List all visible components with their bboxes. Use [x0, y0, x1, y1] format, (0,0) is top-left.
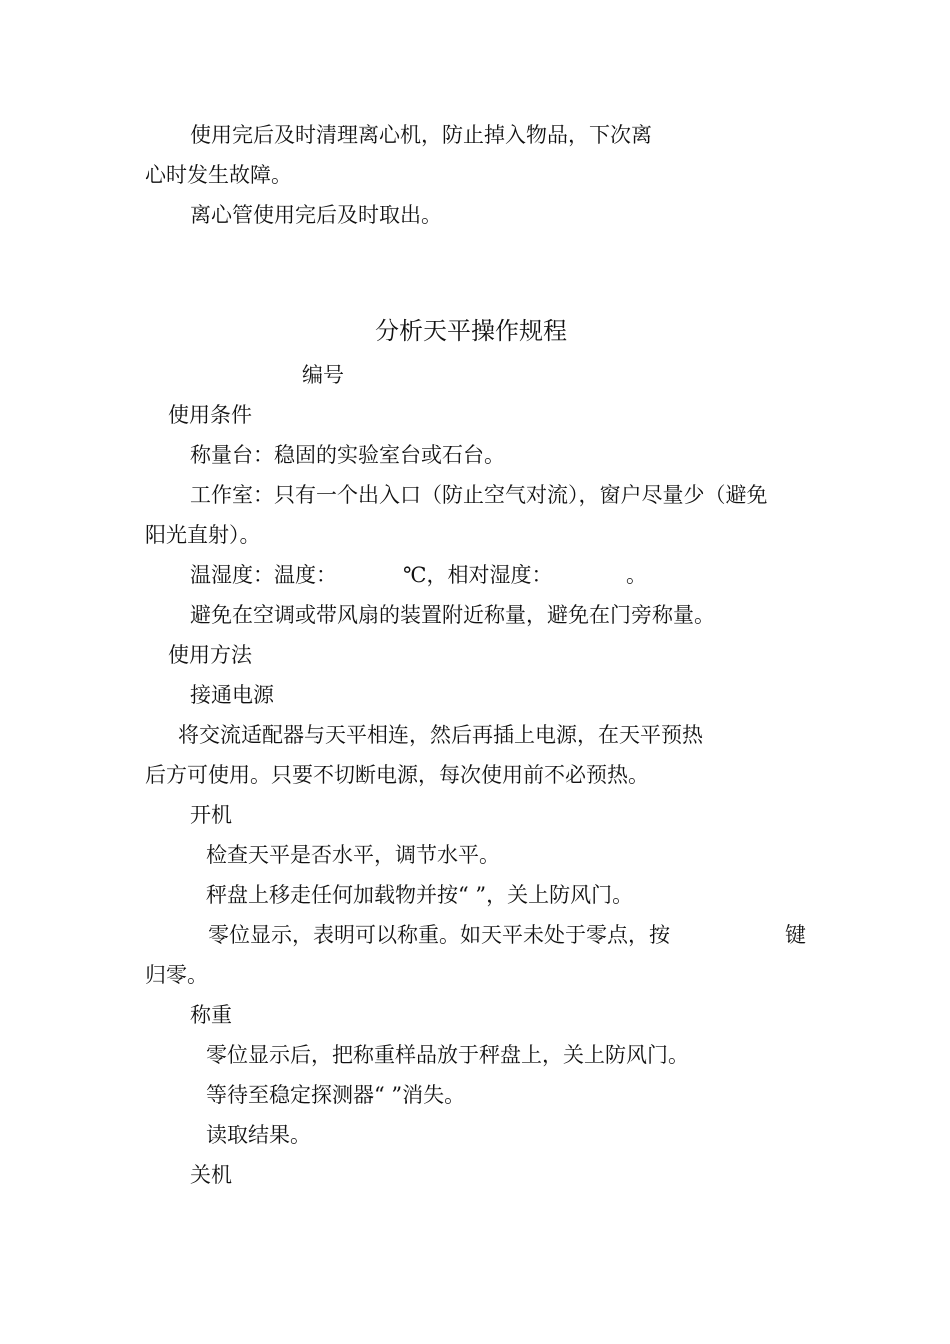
step-weigh-2: 等待至稳定探测器“ ”消失。 — [206, 1083, 466, 1107]
paragraph-power-cont: 后方可使用。只要不切断电源，每次使用前不必预热。 — [145, 763, 649, 787]
step-weigh-3: 读取结果。 — [206, 1123, 311, 1147]
step-zero-display-key: 键 — [785, 923, 806, 947]
section-heading-conditions: 使用条件 — [168, 403, 252, 427]
step-zero-display-cont: 归零。 — [145, 963, 208, 987]
condition-temp-label: 温湿度：温度： — [190, 563, 337, 587]
condition-weighing-table: 称量台：稳固的实验室台或石台。 — [190, 443, 505, 467]
step-weigh-1: 零位显示后，把称重样品放于秤盘上，关上防风门。 — [206, 1043, 689, 1067]
condition-workroom-cont: 阳光直射）。 — [145, 523, 261, 547]
paragraph-centrifuge-cleanup-1: 使用完后及时清理离心机，防止掉入物品，下次离 — [190, 123, 652, 147]
paragraph-centrifuge-cleanup-1-cont: 心时发生故障。 — [145, 163, 292, 187]
subheading-power-on: 开机 — [190, 803, 232, 827]
condition-humidity-end: 。 — [626, 563, 647, 587]
document-title: 分析天平操作规程 — [375, 317, 567, 345]
number-label: 编号 — [302, 363, 344, 387]
step-zero-display: 零位显示，表明可以称重。如天平未处于零点，按 — [208, 923, 670, 947]
subheading-weighing: 称重 — [190, 1003, 232, 1027]
step-check-level: 检查天平是否水平，调节水平。 — [206, 843, 500, 867]
paragraph-centrifuge-cleanup-2: 离心管使用完后及时取出。 — [190, 203, 442, 227]
condition-temp-unit: ℃，相对湿度： — [403, 563, 553, 587]
step-press-key: 秤盘上移走任何加载物并按“ ”，关上防风门。 — [206, 883, 634, 907]
condition-avoid-airflow: 避免在空调或带风扇的装置附近称量，避免在门旁称量。 — [190, 603, 715, 627]
paragraph-power: 将交流适配器与天平相连，然后再插上电源，在天平预热 — [178, 723, 703, 747]
condition-workroom: 工作室：只有一个出入口（防止空气对流），窗户尽量少（避免 — [190, 483, 768, 507]
subheading-power-off: 关机 — [190, 1163, 232, 1187]
subheading-power: 接通电源 — [190, 683, 274, 707]
section-heading-method: 使用方法 — [168, 643, 252, 667]
